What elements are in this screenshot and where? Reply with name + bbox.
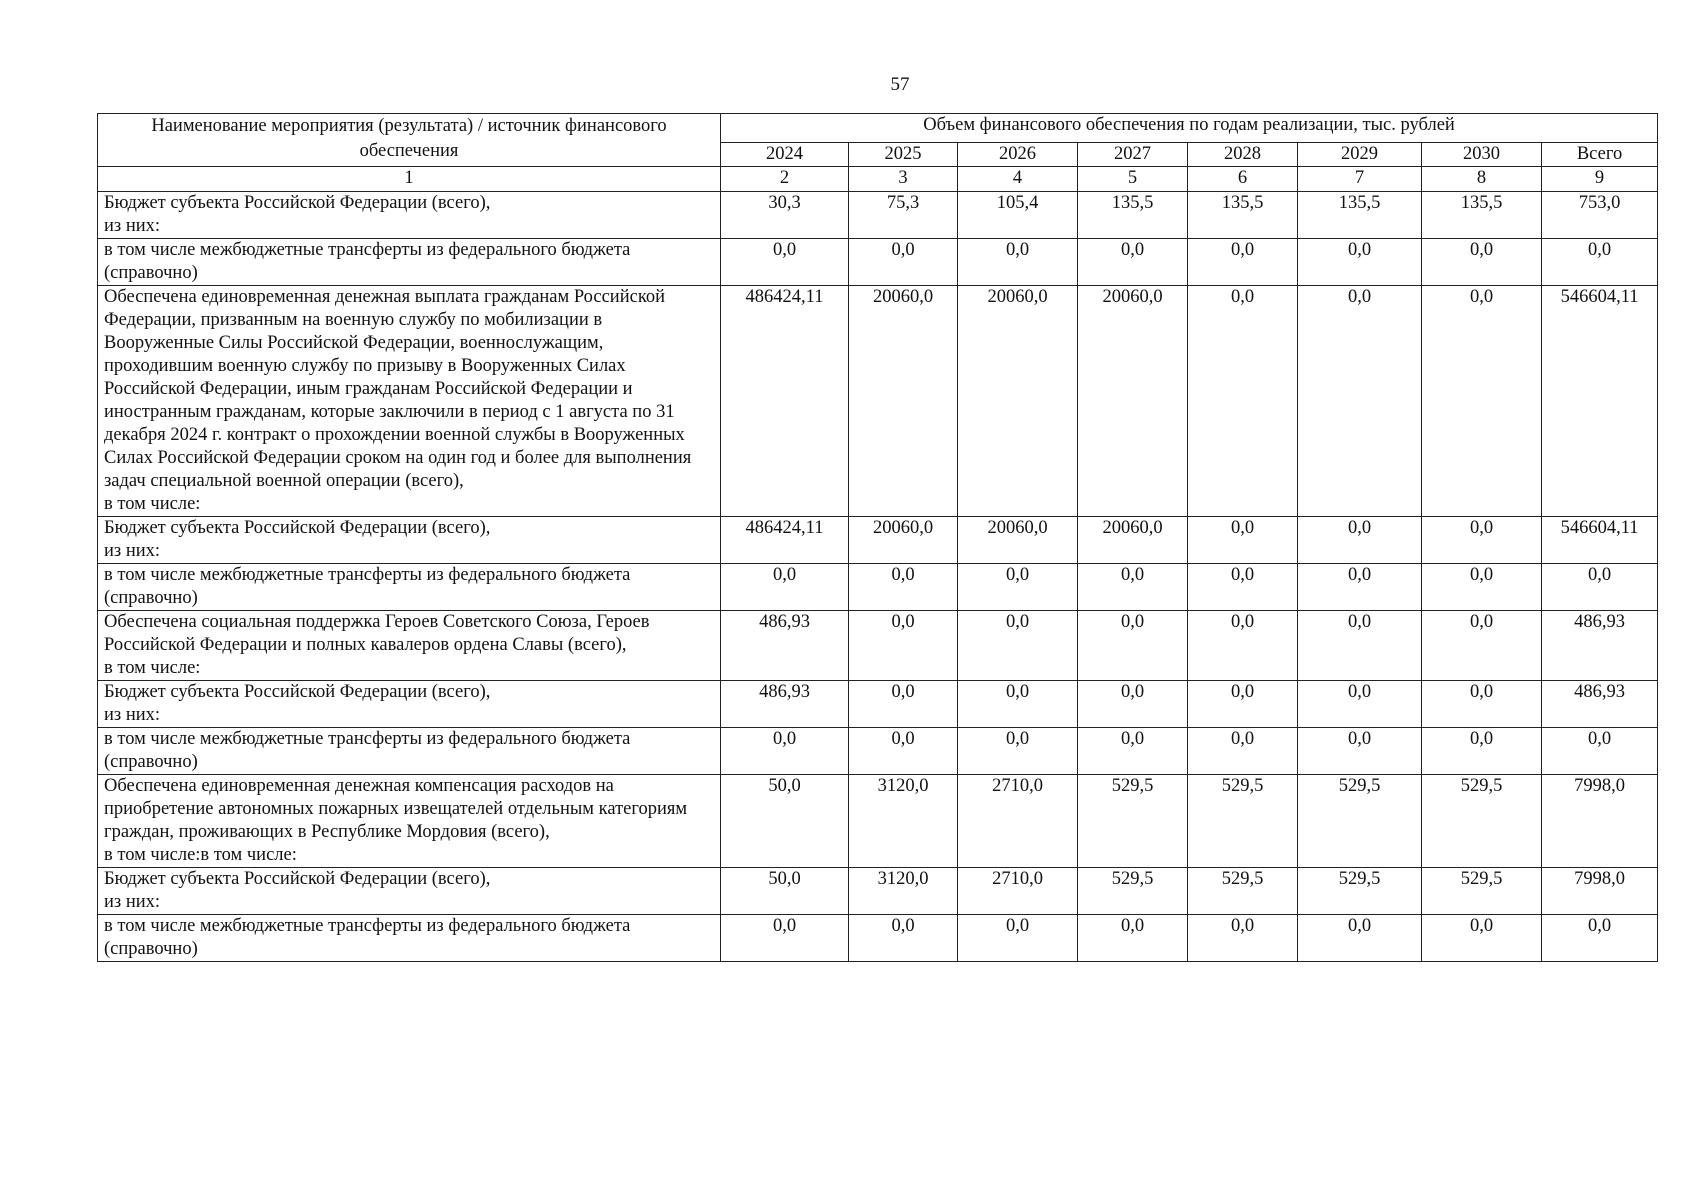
row-value: 135,5 [1422,192,1542,239]
row-value: 135,5 [1188,192,1298,239]
row-total-value: 753,0 [1542,192,1658,239]
table-row [98,728,1658,775]
row-value: 0,0 [958,728,1078,775]
row-total-value: 7998,0 [1542,775,1658,868]
row-value: 0,0 [721,239,849,286]
row-value: 0,0 [1188,611,1298,681]
row-value: 0,0 [1078,681,1188,728]
row-value: 0,0 [958,681,1078,728]
column-number: 1 [98,167,721,192]
row-name: в том числе межбюджетные трансферты из федерального бюджета (справочно) [98,239,721,286]
row-value: 20060,0 [958,286,1078,517]
page-number: 57 [890,74,910,95]
header-year: 2027 [1078,143,1188,167]
table-body [98,192,1658,962]
row-value: 0,0 [849,611,958,681]
row-name: Бюджет субъекта Российской Федерации (всего), из них: [98,192,721,239]
row-value: 20060,0 [849,517,958,564]
row-value: 0,0 [1188,915,1298,962]
column-number: 8 [1422,167,1542,192]
row-value: 486,93 [721,681,849,728]
row-value: 20060,0 [1078,517,1188,564]
row-total-value: 0,0 [1542,915,1658,962]
row-name: Бюджет субъекта Российской Федерации (всего), из них: [98,681,721,728]
row-value: 0,0 [958,239,1078,286]
row-value: 529,5 [1078,868,1188,915]
column-number: 7 [1298,167,1422,192]
row-name: Обеспечена единовременная денежная выплата гражданам Российской Федерации, призванным на военную службу по мобилизации в Вооруженные Силы Российской Федерации, военнослужащим, проходившим военную службу по призыву в Вооруженных Силах Российской Федерации, иным гражданам Российской Федерации и иностранным гражданам, которые заключили в период с 1 августа по 31 декабря 2024 г. контракт о прохождении военной службы в Вооруженных Силах Российской Федерации сроком на один год и более для выполнения задач специальной военной операции (всего), в том числе: [98,286,721,517]
header-year: 2025 [849,143,958,167]
row-value: 529,5 [1298,775,1422,868]
row-value: 0,0 [1422,728,1542,775]
row-value: 0,0 [1188,517,1298,564]
row-value: 0,0 [1422,239,1542,286]
column-number: 3 [849,167,958,192]
table-row [98,915,1658,962]
row-value: 2710,0 [958,868,1078,915]
row-value: 0,0 [1188,564,1298,611]
row-value: 50,0 [721,868,849,915]
header-year: 2029 [1298,143,1422,167]
row-value: 135,5 [1078,192,1188,239]
row-value: 0,0 [1422,611,1542,681]
row-value: 0,0 [849,564,958,611]
header-volume-caption: Объем финансового обеспечения по годам реализации, тыс. рублей [721,114,1658,143]
column-number: 6 [1188,167,1298,192]
row-value: 20060,0 [849,286,958,517]
row-value: 75,3 [849,192,958,239]
row-name: Обеспечена единовременная денежная компенсация расходов на приобретение автономных пожарных извещателей отдельным категориям граждан, проживающих в Республике Мордовия (всего), в том числе:в том числе: [98,775,721,868]
row-value: 529,5 [1298,868,1422,915]
row-name: в том числе межбюджетные трансферты из федерального бюджета (справочно) [98,915,721,962]
row-value: 486424,11 [721,286,849,517]
row-name: в том числе межбюджетные трансферты из федерального бюджета (справочно) [98,564,721,611]
row-total-value: 7998,0 [1542,868,1658,915]
table-row [98,192,1658,239]
table-row [98,681,1658,728]
row-value: 0,0 [721,728,849,775]
row-total-value: 546604,11 [1542,517,1658,564]
row-name: в том числе межбюджетные трансферты из федерального бюджета (справочно) [98,728,721,775]
column-number: 5 [1078,167,1188,192]
row-value: 0,0 [958,915,1078,962]
row-value: 0,0 [1422,564,1542,611]
row-value: 529,5 [1422,775,1542,868]
row-value: 0,0 [1298,286,1422,517]
row-value: 0,0 [1078,728,1188,775]
row-value: 0,0 [1298,728,1422,775]
row-value: 0,0 [1298,564,1422,611]
row-value: 529,5 [1422,868,1542,915]
row-total-value: 486,93 [1542,681,1658,728]
row-value: 0,0 [1298,915,1422,962]
row-value: 0,0 [1298,517,1422,564]
row-value: 0,0 [1422,681,1542,728]
row-total-value: 486,93 [1542,611,1658,681]
row-name: Обеспечена социальная поддержка Героев Советского Союза, Героев Российской Федерации и полных кавалеров ордена Славы (всего), в том числе: [98,611,721,681]
row-value: 0,0 [1188,681,1298,728]
row-value: 529,5 [1188,868,1298,915]
row-value: 0,0 [958,564,1078,611]
row-value: 0,0 [1188,728,1298,775]
financing-table [97,113,1658,962]
row-value: 0,0 [1078,611,1188,681]
row-value: 0,0 [1422,915,1542,962]
row-value: 0,0 [1078,915,1188,962]
row-value: 0,0 [1422,517,1542,564]
header-year: 2028 [1188,143,1298,167]
header-year: 2024 [721,143,849,167]
row-value: 50,0 [721,775,849,868]
row-value: 486424,11 [721,517,849,564]
row-value: 30,3 [721,192,849,239]
table-row [98,775,1658,868]
table-row [98,564,1658,611]
row-value: 0,0 [1298,611,1422,681]
header-total: Всего [1542,143,1658,167]
row-value: 2710,0 [958,775,1078,868]
header-name-column: Наименование мероприятия (результата) / источник финансового обеспечения [98,114,721,167]
row-value: 0,0 [849,915,958,962]
table-row [98,286,1658,517]
row-value: 529,5 [1078,775,1188,868]
row-value: 20060,0 [958,517,1078,564]
row-total-value: 0,0 [1542,239,1658,286]
header-year: 2026 [958,143,1078,167]
row-name: Бюджет субъекта Российской Федерации (всего), из них: [98,517,721,564]
column-number: 2 [721,167,849,192]
column-number: 9 [1542,167,1658,192]
table-row [98,868,1658,915]
header-year: 2030 [1422,143,1542,167]
row-value: 0,0 [849,239,958,286]
row-value: 0,0 [1188,286,1298,517]
row-value: 0,0 [1078,564,1188,611]
row-value: 529,5 [1188,775,1298,868]
row-total-value: 0,0 [1542,728,1658,775]
table-row [98,517,1658,564]
row-value: 0,0 [1188,239,1298,286]
row-total-value: 546604,11 [1542,286,1658,517]
row-value: 0,0 [958,611,1078,681]
row-value: 0,0 [721,564,849,611]
table-row [98,239,1658,286]
row-value: 0,0 [1298,681,1422,728]
row-value: 0,0 [721,915,849,962]
row-value: 0,0 [1298,239,1422,286]
row-value: 135,5 [1298,192,1422,239]
column-number: 4 [958,167,1078,192]
row-value: 486,93 [721,611,849,681]
row-value: 20060,0 [1078,286,1188,517]
row-value: 3120,0 [849,775,958,868]
row-value: 105,4 [958,192,1078,239]
row-value: 0,0 [1422,286,1542,517]
row-value: 0,0 [849,728,958,775]
row-total-value: 0,0 [1542,564,1658,611]
row-value: 0,0 [849,681,958,728]
row-name: Бюджет субъекта Российской Федерации (всего), из них: [98,868,721,915]
table-row [98,611,1658,681]
row-value: 3120,0 [849,868,958,915]
row-value: 0,0 [1078,239,1188,286]
